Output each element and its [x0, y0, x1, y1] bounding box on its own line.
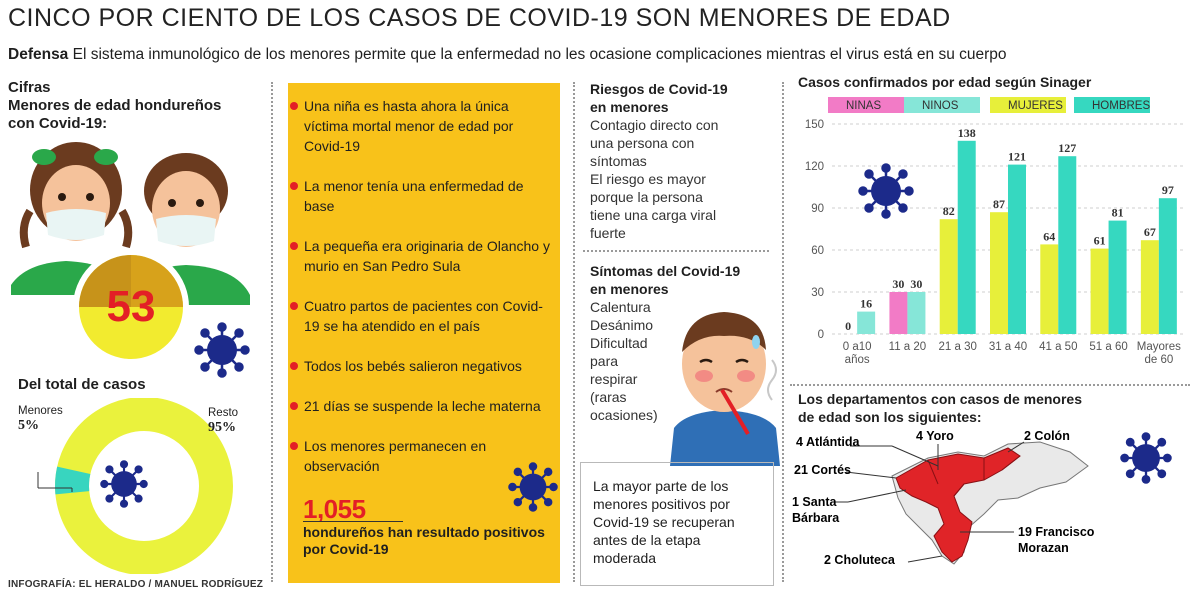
- bar-value-label: 64: [1043, 229, 1056, 244]
- x-tick-label: 0 a10: [842, 341, 872, 353]
- bar: [857, 312, 875, 334]
- legend-label: NINOS: [922, 100, 959, 112]
- bar-value-label: 30: [910, 277, 923, 291]
- y-tick-label: 0: [817, 329, 824, 341]
- symptom-line: respirar: [590, 371, 638, 387]
- y-tick-label: 60: [811, 245, 824, 257]
- minors-pct: 5%: [18, 418, 39, 433]
- y-tick-label: 30: [811, 287, 824, 299]
- fact-text: Los menores permanecen en observación: [304, 438, 487, 474]
- symptom-line: Desánimo: [590, 317, 654, 333]
- y-tick-label: 90: [811, 203, 824, 215]
- subtitle-text: El sistema inmunológico de los menores permite que la enfermedad no les ocasione complicaciones mientras el virus está en su cuerpo: [68, 46, 1007, 63]
- subtitle: [8, 46, 1198, 64]
- map-label-santa-barbara-2: Bárbara: [792, 511, 840, 525]
- chart-x-labels: [843, 341, 1181, 366]
- cifras-heading: Cifras: [8, 79, 51, 96]
- risks-heading-1: Riesgos de Covid-19: [590, 81, 728, 97]
- virus-icon: [194, 322, 250, 378]
- map-label-yoro: 4 Yoro: [916, 429, 954, 443]
- fact-item: [290, 296, 552, 336]
- symptom-line: Dificultad: [590, 335, 648, 351]
- bar: [1141, 240, 1159, 334]
- x-tick-label: Mayores: [1136, 341, 1181, 353]
- x-tick-label: 11 a 20: [888, 341, 927, 353]
- risks-line: Contagio directo con: [590, 117, 719, 133]
- x-tick-label: 31 a 40: [988, 341, 1028, 353]
- cifras-line-2: con Covid-19:: [8, 115, 108, 132]
- y-tick-label: 120: [804, 161, 824, 173]
- fact-text: Una niña es hasta ahora la única víctima mortal menor de edad por Covid-19: [304, 98, 514, 154]
- virus-icon-map: [1120, 432, 1172, 484]
- fact-text: Cuatro partos de pacientes con Covid-19 se ha atendido en el país: [304, 298, 543, 334]
- credit-line: INFOGRAFÍA: EL HERALDO / MANUEL RODRÍGUEZ: [8, 579, 264, 590]
- map-label-choluteca: 2 Choluteca: [824, 553, 895, 567]
- bar: [958, 141, 976, 334]
- x-tick-label: 21 a 30: [938, 341, 977, 353]
- recovery-note: La mayor parte de los menores positivos por Covid-19 se recuperan antes de la etapa moderada: [580, 462, 774, 586]
- symptom-line: Calentura: [590, 299, 651, 315]
- risks-line: síntomas: [590, 153, 647, 169]
- fact-text: Todos los bebés salieron negativos: [304, 358, 522, 374]
- rest-legend: [208, 406, 238, 436]
- symptom-line: ocasiones): [590, 407, 658, 423]
- bar-value-label: 87: [993, 197, 1005, 212]
- subtitle-lead: Defensa: [8, 46, 69, 63]
- bullet-dot: [290, 442, 298, 450]
- map-label-cortes: 21 Cortés: [794, 463, 851, 477]
- bar-value-label: 67: [1143, 225, 1156, 240]
- stat-underline: [303, 521, 403, 522]
- minors-legend: [18, 404, 63, 434]
- bar: [1008, 165, 1026, 334]
- virus-icon-donut: [100, 460, 148, 508]
- fact-item: [290, 176, 552, 216]
- bullet-dot: [290, 182, 298, 190]
- minors-label: Menores: [18, 405, 63, 417]
- map-label-santa-barbara: 1 Santa: [792, 495, 837, 509]
- bar-value-label: 121: [1008, 149, 1026, 164]
- bar-value-label: 16: [860, 296, 873, 311]
- bullet-dot: [290, 362, 298, 370]
- symptom-line: para: [590, 353, 619, 369]
- rest-label: Resto: [208, 407, 239, 419]
- virus-icon-panel: [508, 462, 558, 512]
- map-label-francisco-morazan: 19 Francisco: [1018, 525, 1095, 539]
- risks-line: tiene una carga viral: [590, 207, 717, 223]
- bar-value-label: 30: [892, 277, 905, 291]
- map-label-francisco-morazan-2: Morazan: [1018, 541, 1069, 555]
- fact-text: La menor tenía una enfermedad de base: [304, 178, 524, 214]
- y-tick-label: 150: [804, 119, 824, 131]
- symptoms-heading-1: Síntomas del Covid-19: [590, 263, 741, 279]
- bar: [889, 292, 907, 334]
- fact-item: [290, 96, 552, 156]
- chart-title: Casos confirmados por edad según Sinager: [798, 74, 1092, 90]
- bar: [1040, 244, 1058, 334]
- bar: [1109, 221, 1127, 334]
- fact-item: [290, 236, 552, 276]
- symptom-line: (raras: [590, 389, 627, 405]
- bullet-dot: [290, 242, 298, 250]
- bar-value-label: 0: [845, 319, 852, 333]
- legend-label: HOMBRES: [1092, 100, 1151, 112]
- symptoms-heading-2: en menores: [590, 281, 669, 297]
- fact-item: [290, 396, 552, 416]
- chart-legend: [828, 97, 1150, 113]
- bar: [1091, 249, 1109, 334]
- bar-value-label: 127: [1058, 141, 1077, 156]
- bar-value-label: 138: [957, 125, 976, 140]
- bar-value-label: 61: [1093, 233, 1106, 248]
- positives-number: 1,055: [303, 494, 366, 524]
- map-label-atlantida: 4 Atlántida: [796, 435, 860, 449]
- divider-2: [573, 82, 575, 582]
- map-label-colon: 2 Colón: [1024, 429, 1070, 443]
- bar: [1159, 198, 1177, 334]
- x-tick-label: años: [844, 354, 870, 366]
- x-tick-label: 51 a 60: [1089, 341, 1128, 353]
- fact-item: [290, 356, 552, 376]
- bullet-dot: [290, 402, 298, 410]
- risks-block: [590, 80, 728, 242]
- risks-heading-2: en menores: [590, 99, 669, 115]
- horizontal-divider-col3: [583, 250, 769, 252]
- page-title: CINCO POR CIENTO DE LOS CASOS DE COVID-19 SON MENORES DE EDAD: [8, 4, 951, 32]
- risks-line: una persona con: [590, 135, 695, 151]
- positives-caption: hondureños han resultado positivos por Covid-19: [303, 524, 545, 557]
- legend-label: MUJERES: [1008, 100, 1063, 112]
- age-cases-bar-chart: [784, 92, 1192, 388]
- bullet-dot: [290, 102, 298, 110]
- bar: [1058, 156, 1076, 334]
- cifras-block: [8, 79, 221, 133]
- bar-value-label: 82: [942, 204, 955, 219]
- risks-line: fuerte: [590, 225, 626, 241]
- fact-text: La pequeña era originaria de Olancho y murio en San Pedro Sula: [304, 238, 550, 274]
- chart-bars: [845, 126, 1177, 334]
- map-title: Los departamentos con casos de menores de edad son los siguientes:: [798, 391, 1082, 425]
- sick-boy-illustration: [666, 300, 784, 466]
- bar: [990, 212, 1008, 334]
- totals-heading: Del total de casos: [18, 376, 146, 393]
- legend-label: NINAS: [846, 100, 882, 112]
- virus-icon-chart: [858, 163, 914, 219]
- risks-line: porque la persona: [590, 189, 703, 205]
- x-tick-label: 41 a 50: [1039, 341, 1078, 353]
- bar: [907, 292, 925, 334]
- minors-count: 53: [106, 282, 156, 331]
- cifras-line-1: Menores de edad hondureños: [8, 97, 222, 114]
- bar: [940, 219, 958, 334]
- x-tick-label: de 60: [1144, 354, 1174, 366]
- risks-line: El riesgo es mayor: [590, 171, 706, 187]
- bullet-dot: [290, 302, 298, 310]
- bar-value-label: 97: [1161, 183, 1174, 198]
- rest-pct: 95%: [208, 420, 236, 435]
- bar-value-label: 81: [1111, 205, 1124, 220]
- fact-text: 21 días se suspende la leche materna: [304, 398, 541, 414]
